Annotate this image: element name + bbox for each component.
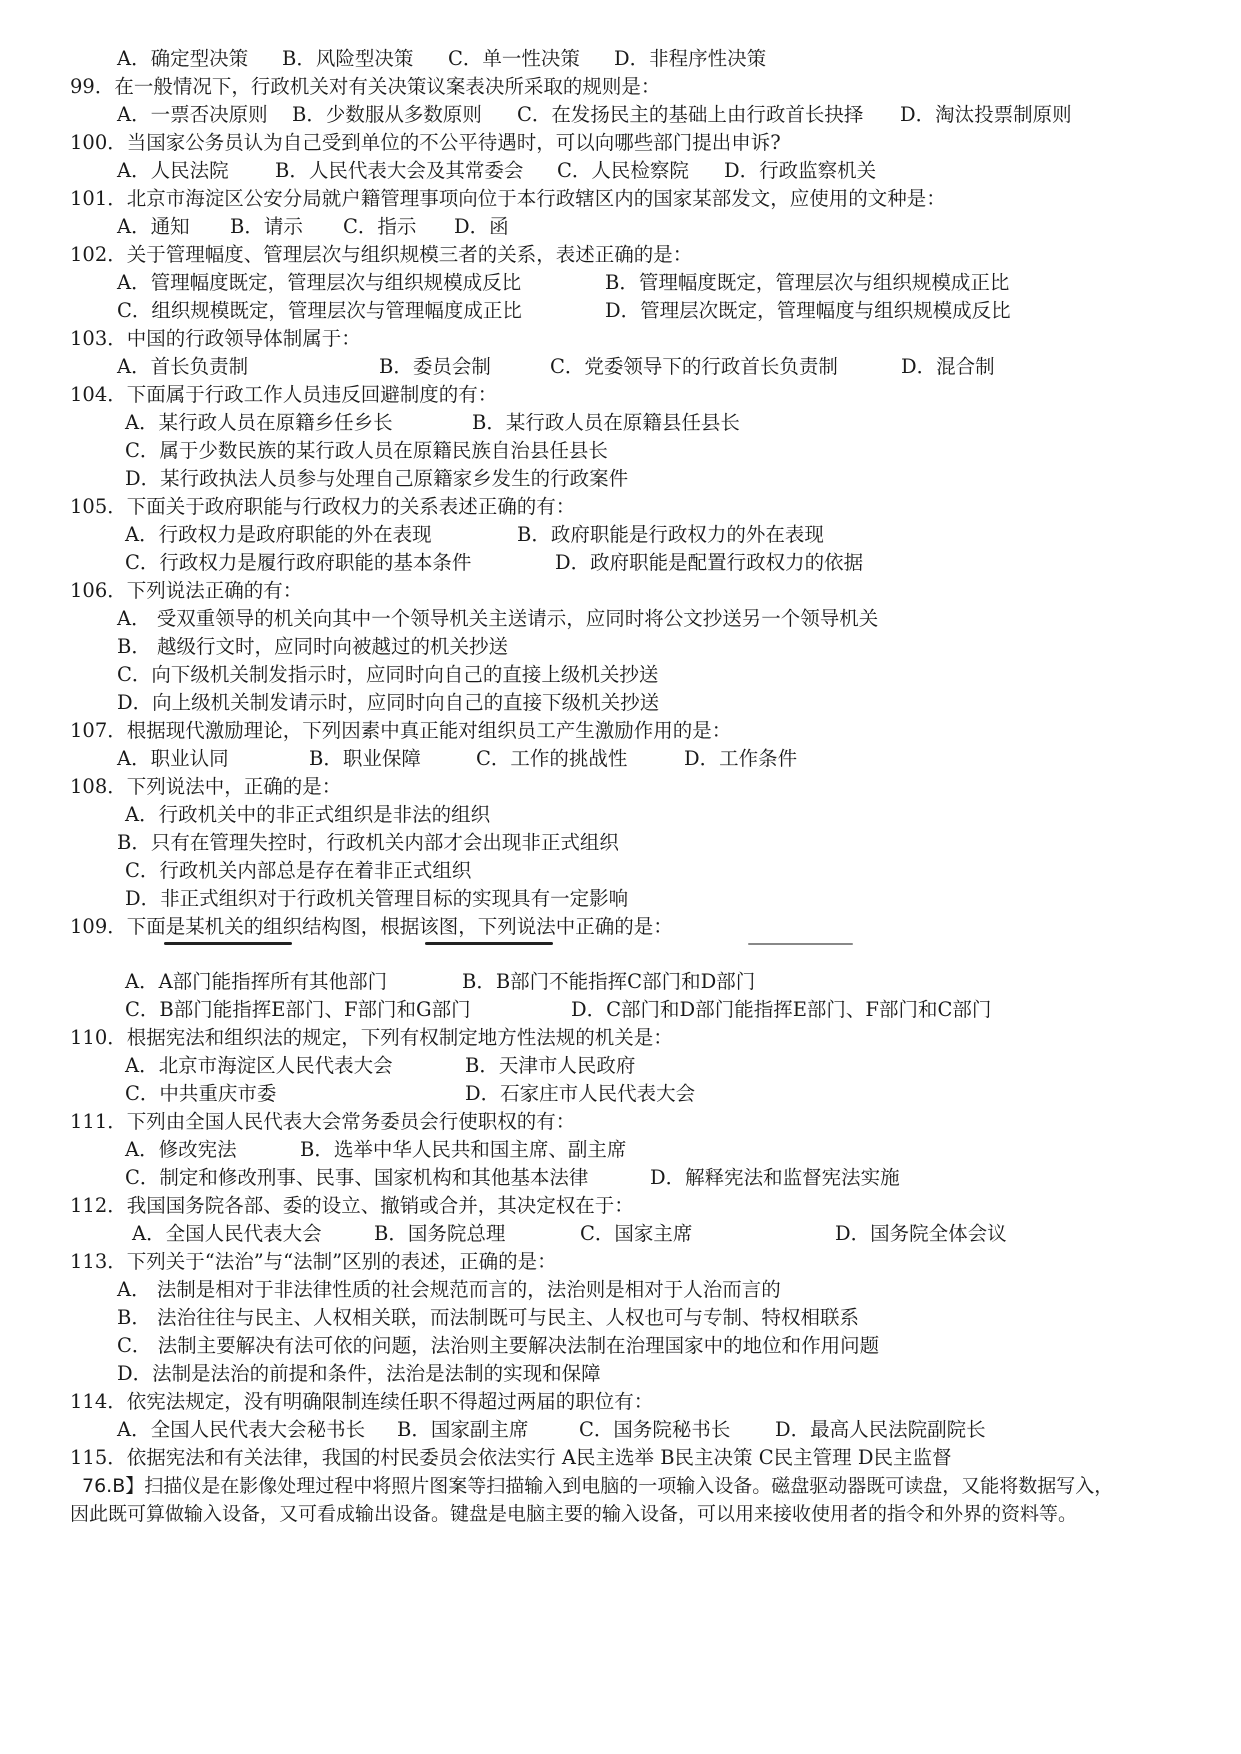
q112-option-a: A．全国人民代表大会 [132, 1222, 322, 1245]
q105-options-row2 [125, 549, 863, 577]
q98-option-a: A．确定型决策 [117, 47, 249, 70]
q107-option-d: D．工作条件 [684, 747, 798, 770]
q106-stem: 106．下列说法正确的有： [70, 579, 303, 602]
q101-option-b: B．请示 [230, 215, 303, 238]
q99-options [117, 101, 1072, 129]
q105-option-a: A．行政权力是政府职能的外在表现 [125, 523, 432, 546]
q100-options [117, 157, 876, 185]
q114-option-a: A．全国人民代表大会秘书长 [117, 1418, 366, 1441]
q99-option-a: A．一票否决原则 [117, 103, 268, 126]
q101-stem: 101．北京市海淀区公安分局就户籍管理事项向位于本行政辖区内的国家某部发文，应使用的文种是： [70, 187, 946, 210]
q105-options-row1 [125, 521, 824, 549]
q110-options-row2 [125, 1080, 695, 1108]
q112-option-d: D．国务院全体会议 [835, 1222, 1007, 1245]
q100-option-d: D．行政监察机关 [724, 159, 877, 182]
q114-options [117, 1416, 986, 1444]
q111-options-row1 [125, 1136, 626, 1164]
q108-option-a: A．行政机关中的非正式组织是非法的组织 [125, 803, 491, 826]
q111-option-c: C．制定和修改刑事、民事、国家机构和其他基本法律 [125, 1166, 589, 1189]
q103-options [117, 353, 995, 381]
q105-option-b: B．政府职能是行政权力的外在表现 [517, 523, 824, 546]
underline-mark [748, 943, 853, 945]
q110-options-row1 [125, 1052, 635, 1080]
q106-option-b: B． 越级行文时，应同时向被越过的机关抄送 [117, 635, 509, 658]
q103-option-b: B．委员会制 [379, 355, 491, 378]
q110-option-a: A．北京市海淀区人民代表大会 [125, 1054, 393, 1077]
q101-options [117, 213, 509, 241]
q108-option-c: C．行政机关内部总是存在着非正式组织 [125, 859, 472, 882]
q106-option-a: A． 受双重领导的机关向其中一个领导机关主送请示，应同时将公文抄送另一个领导机关 [117, 607, 879, 630]
q102-options-row2 [117, 297, 1011, 325]
underline-mark [425, 942, 553, 945]
q113-stem: 113．下列关于“法治”与“法制”区别的表述，正确的是： [70, 1250, 557, 1273]
q112-stem: 112．我国国务院各部、委的设立、撤销或合并，其决定权在于： [70, 1194, 634, 1217]
answer-explanation-line2: 因此既可算做输入设备，又可看成输出设备。键盘是电脑主要的输入设备，可以用来接收使用者的指令和外界的资料等。 [70, 1503, 1078, 1525]
q112-option-b: B．国务院总理 [374, 1222, 506, 1245]
q107-stem: 107．根据现代激励理论，下列因素中真正能对组织员工产生激励作用的是： [70, 719, 732, 742]
q98-options [117, 45, 766, 73]
q113-option-b: B． 法治往往与民主、人权相关联，而法制既可与民主、人权也可与专制、特权相联系 [117, 1306, 860, 1329]
q114-option-b: B．国家副主席 [397, 1418, 529, 1441]
q105-option-d: D．政府职能是配置行政权力的依据 [555, 551, 864, 574]
q98-option-c: C．单一性决策 [448, 47, 580, 70]
q102-option-d: D．管理层次既定，管理幅度与组织规模成反比 [605, 299, 1011, 322]
q109-options-row2 [125, 996, 991, 1024]
q107-option-a: A．职业认同 [117, 747, 229, 770]
q100-option-a: A．人民法院 [117, 159, 229, 182]
q105-stem: 105．下面关于政府职能与行政权力的关系表述正确的有： [70, 495, 576, 518]
q109-option-a: A．A部门能指挥所有其他部门 [125, 970, 388, 993]
q102-options-row1 [117, 269, 1009, 297]
q113-option-a: A． 法制是相对于非法律性质的社会规范而言的，法治则是相对于人治而言的 [117, 1278, 781, 1301]
q101-option-c: C．指示 [343, 215, 417, 238]
q112-option-c: C．国家主席 [580, 1222, 693, 1245]
q109-options-row1 [125, 968, 755, 996]
q110-option-c: C．中共重庆市委 [125, 1082, 277, 1105]
q107-option-b: B．职业保障 [309, 747, 421, 770]
q111-option-a: A．修改宪法 [125, 1138, 237, 1161]
q99-option-d: D．淘汰投票制原则 [900, 103, 1072, 126]
q102-option-b: B．管理幅度既定，管理层次与组织规模成正比 [605, 271, 1010, 294]
q115-stem: 115．依据宪法和有关法律，我国的村民委员会依法实行 A民主选举 B民主决策 C民主管理 D民主监督 [70, 1446, 952, 1469]
q109-stem: 109．下面是某机关的组织结构图，根据该图，下列说法中正确的是： [70, 915, 673, 938]
q104-option-b: B．某行政人员在原籍县任县长 [472, 411, 740, 434]
q98-option-d: D．非程序性决策 [614, 47, 767, 70]
answer-explanation-line1: 76.B】扫描仪是在影像处理过程中将照片图案等扫描输入到电脑的一项输入设备。磁盘驱动器既可读盘，又能将数据写入， [82, 1475, 1114, 1497]
q102-option-a: A．管理幅度既定，管理层次与组织规模成反比 [117, 271, 522, 294]
q110-stem: 110．根据宪法和组织法的规定，下列有权制定地方性法规的机关是： [70, 1026, 673, 1049]
q108-option-b: B．只有在管理失控时，行政机关内部才会出现非正式组织 [117, 831, 619, 854]
q102-option-c: C．组织规模既定，管理层次与管理幅度成正比 [117, 299, 522, 322]
q111-options-row2 [125, 1164, 900, 1192]
q109-option-b: B．B部门不能指挥C部门和D部门 [462, 970, 756, 993]
q113-option-c: C． 法制主要解决有法可依的问题，法治则主要解决法制在治理国家中的地位和作用问题 [117, 1334, 880, 1357]
q109-option-d: D．C部门和D部门能指挥E部门、F部门和C部门 [571, 998, 992, 1021]
q108-stem: 108．下列说法中，正确的是： [70, 775, 342, 798]
q103-option-c: C．党委领导下的行政首长负责制 [550, 355, 838, 378]
q109-option-c: C．B部门能指挥E部门、F部门和G部门 [125, 998, 471, 1021]
q105-option-c: C．行政权力是履行政府职能的基本条件 [125, 551, 472, 574]
q111-stem: 111．下列由全国人民代表大会常务委员会行使职权的有： [70, 1110, 576, 1133]
q98-option-b: B．风险型决策 [282, 47, 414, 70]
q107-option-c: C．工作的挑战性 [476, 747, 628, 770]
q114-option-d: D．最高人民法院副院长 [775, 1418, 986, 1441]
q110-option-d: D．石家庄市人民代表大会 [465, 1082, 696, 1105]
q99-option-b: B．少数服从多数原则 [292, 103, 482, 126]
q102-stem: 102．关于管理幅度、管理层次与组织规模三者的关系，表述正确的是： [70, 243, 693, 266]
q104-option-c: C．属于少数民族的某行政人员在原籍民族自治县任县长 [125, 439, 608, 462]
q100-option-c: C．人民检察院 [557, 159, 689, 182]
q108-option-d: D．非正式组织对于行政机关管理目标的实现具有一定影响 [125, 887, 629, 910]
q104-options-row1 [125, 409, 740, 437]
q103-option-d: D．混合制 [901, 355, 995, 378]
q111-option-b: B．选举中华人民共和国主席、副主席 [300, 1138, 627, 1161]
q110-option-b: B．天津市人民政府 [465, 1054, 636, 1077]
q104-stem: 104．下面属于行政工作人员违反回避制度的有： [70, 383, 498, 406]
q103-stem: 103．中国的行政领导体制属于： [70, 327, 361, 350]
q101-option-d: D．函 [454, 215, 509, 238]
q100-stem: 100．当国家公务员认为自己受到单位的不公平待遇时，可以向哪些部门提出申诉? [70, 131, 781, 154]
q106-option-d: D．向上级机关制发请示时，应同时向自己的直接下级机关抄送 [117, 691, 660, 714]
q101-option-a: A．通知 [117, 215, 190, 238]
q99-stem: 99．在一般情况下，行政机关对有关决策议案表决所采取的规则是： [70, 75, 661, 98]
q112-options [132, 1220, 1007, 1248]
q114-stem: 114．依宪法规定，没有明确限制连续任职不得超过两届的职位有： [70, 1390, 654, 1413]
q104-option-a: A．某行政人员在原籍乡任乡长 [125, 411, 393, 434]
q100-option-b: B．人民代表大会及其常委会 [275, 159, 524, 182]
q114-option-c: C．国务院秘书长 [579, 1418, 731, 1441]
q113-option-d: D．法制是法治的前提和条件，法治是法制的实现和保障 [117, 1362, 601, 1385]
q99-option-c: C．在发扬民主的基础上由行政首长抉择 [517, 103, 864, 126]
underline-mark [164, 942, 292, 945]
q103-option-a: A．首长负责制 [117, 355, 249, 378]
q104-option-d: D．某行政执法人员参与处理自己原籍家乡发生的行政案件 [125, 467, 629, 490]
q106-option-c: C．向下级机关制发指示时，应同时向自己的直接上级机关抄送 [117, 663, 659, 686]
q111-option-d: D．解释宪法和监督宪法实施 [650, 1166, 900, 1189]
q107-options [117, 745, 797, 773]
